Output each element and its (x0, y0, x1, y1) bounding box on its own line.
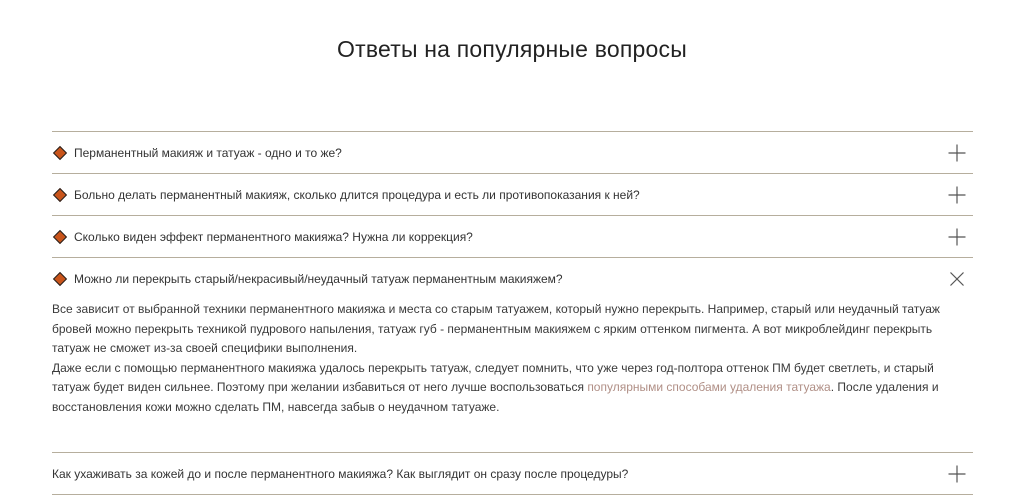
faq-list (52, 131, 973, 495)
faq-question-row[interactable] (52, 453, 973, 494)
plus-icon[interactable] (948, 465, 966, 483)
faq-question: Можно ли перекрыть старый/некрасивый/неудачный татуаж перманентным макияжем? (74, 271, 563, 286)
diamond-bullet-icon (53, 145, 67, 159)
plus-icon[interactable] (948, 186, 966, 204)
faq-question-row[interactable] (52, 174, 973, 215)
faq-answer (52, 299, 973, 452)
faq-question-row[interactable] (52, 258, 973, 299)
diamond-bullet-icon (53, 187, 67, 201)
faq-question-row[interactable] (52, 132, 973, 173)
faq-item (52, 452, 973, 495)
faq-question: Сколько виден эффект перманентного макияжа? Нужна ли коррекция? (74, 229, 473, 244)
plus-icon[interactable] (948, 228, 966, 246)
tattoo-removal-link[interactable]: популярными способами удаления татуажа (587, 380, 831, 394)
page-title: Ответы на популярные вопросы (337, 36, 687, 62)
answer-paragraph: Все зависит от выбранной техники перманентного макияжа и места со старым татуажем, который нужно перекрыть. Например, старый или неудачный татуаж бровей можно перекрыть техникой пудрового напыления, татуаж губ - перманентным макияжем с ярким оттенком пигмента. А вот микроблейдинг перекрыть татуаж не сможет из-за своей специфики выполнения. (52, 302, 940, 355)
plus-icon[interactable] (948, 144, 966, 162)
faq-question-row[interactable] (52, 216, 973, 257)
faq-question: Перманентный макияж и татуаж - одно и то же? (74, 145, 342, 160)
faq-item (52, 215, 973, 257)
answer-text: Даже если с помощью перманентного макияжа удалось перекрыть татуаж, следует помнить, что уже через год-полтора оттенок ПМ будет светлеть, и старый татуаж будет виден сильнее. Поэтому при желании избавиться от него лучше воспользоваться (52, 360, 934, 394)
faq-item-expanded (52, 257, 973, 452)
diamond-bullet-icon (53, 229, 67, 243)
close-icon[interactable] (948, 270, 966, 288)
answer-paragraph (52, 359, 973, 418)
faq-question: Больно делать перманентный макияж, сколько длится процедура и есть ли противопоказания к ней? (74, 187, 640, 202)
answer-text: . После удаления и восстановления кожи можно сделать ПМ, навсегда забыв о неудачном татуаже. (52, 380, 939, 414)
faq-question: Как ухаживать за кожей до и после перманентного макияжа? Как выглядит он сразу после процедуры? (52, 466, 629, 481)
diamond-bullet-icon (53, 271, 67, 285)
faq-item (52, 173, 973, 215)
faq-item (52, 131, 973, 173)
